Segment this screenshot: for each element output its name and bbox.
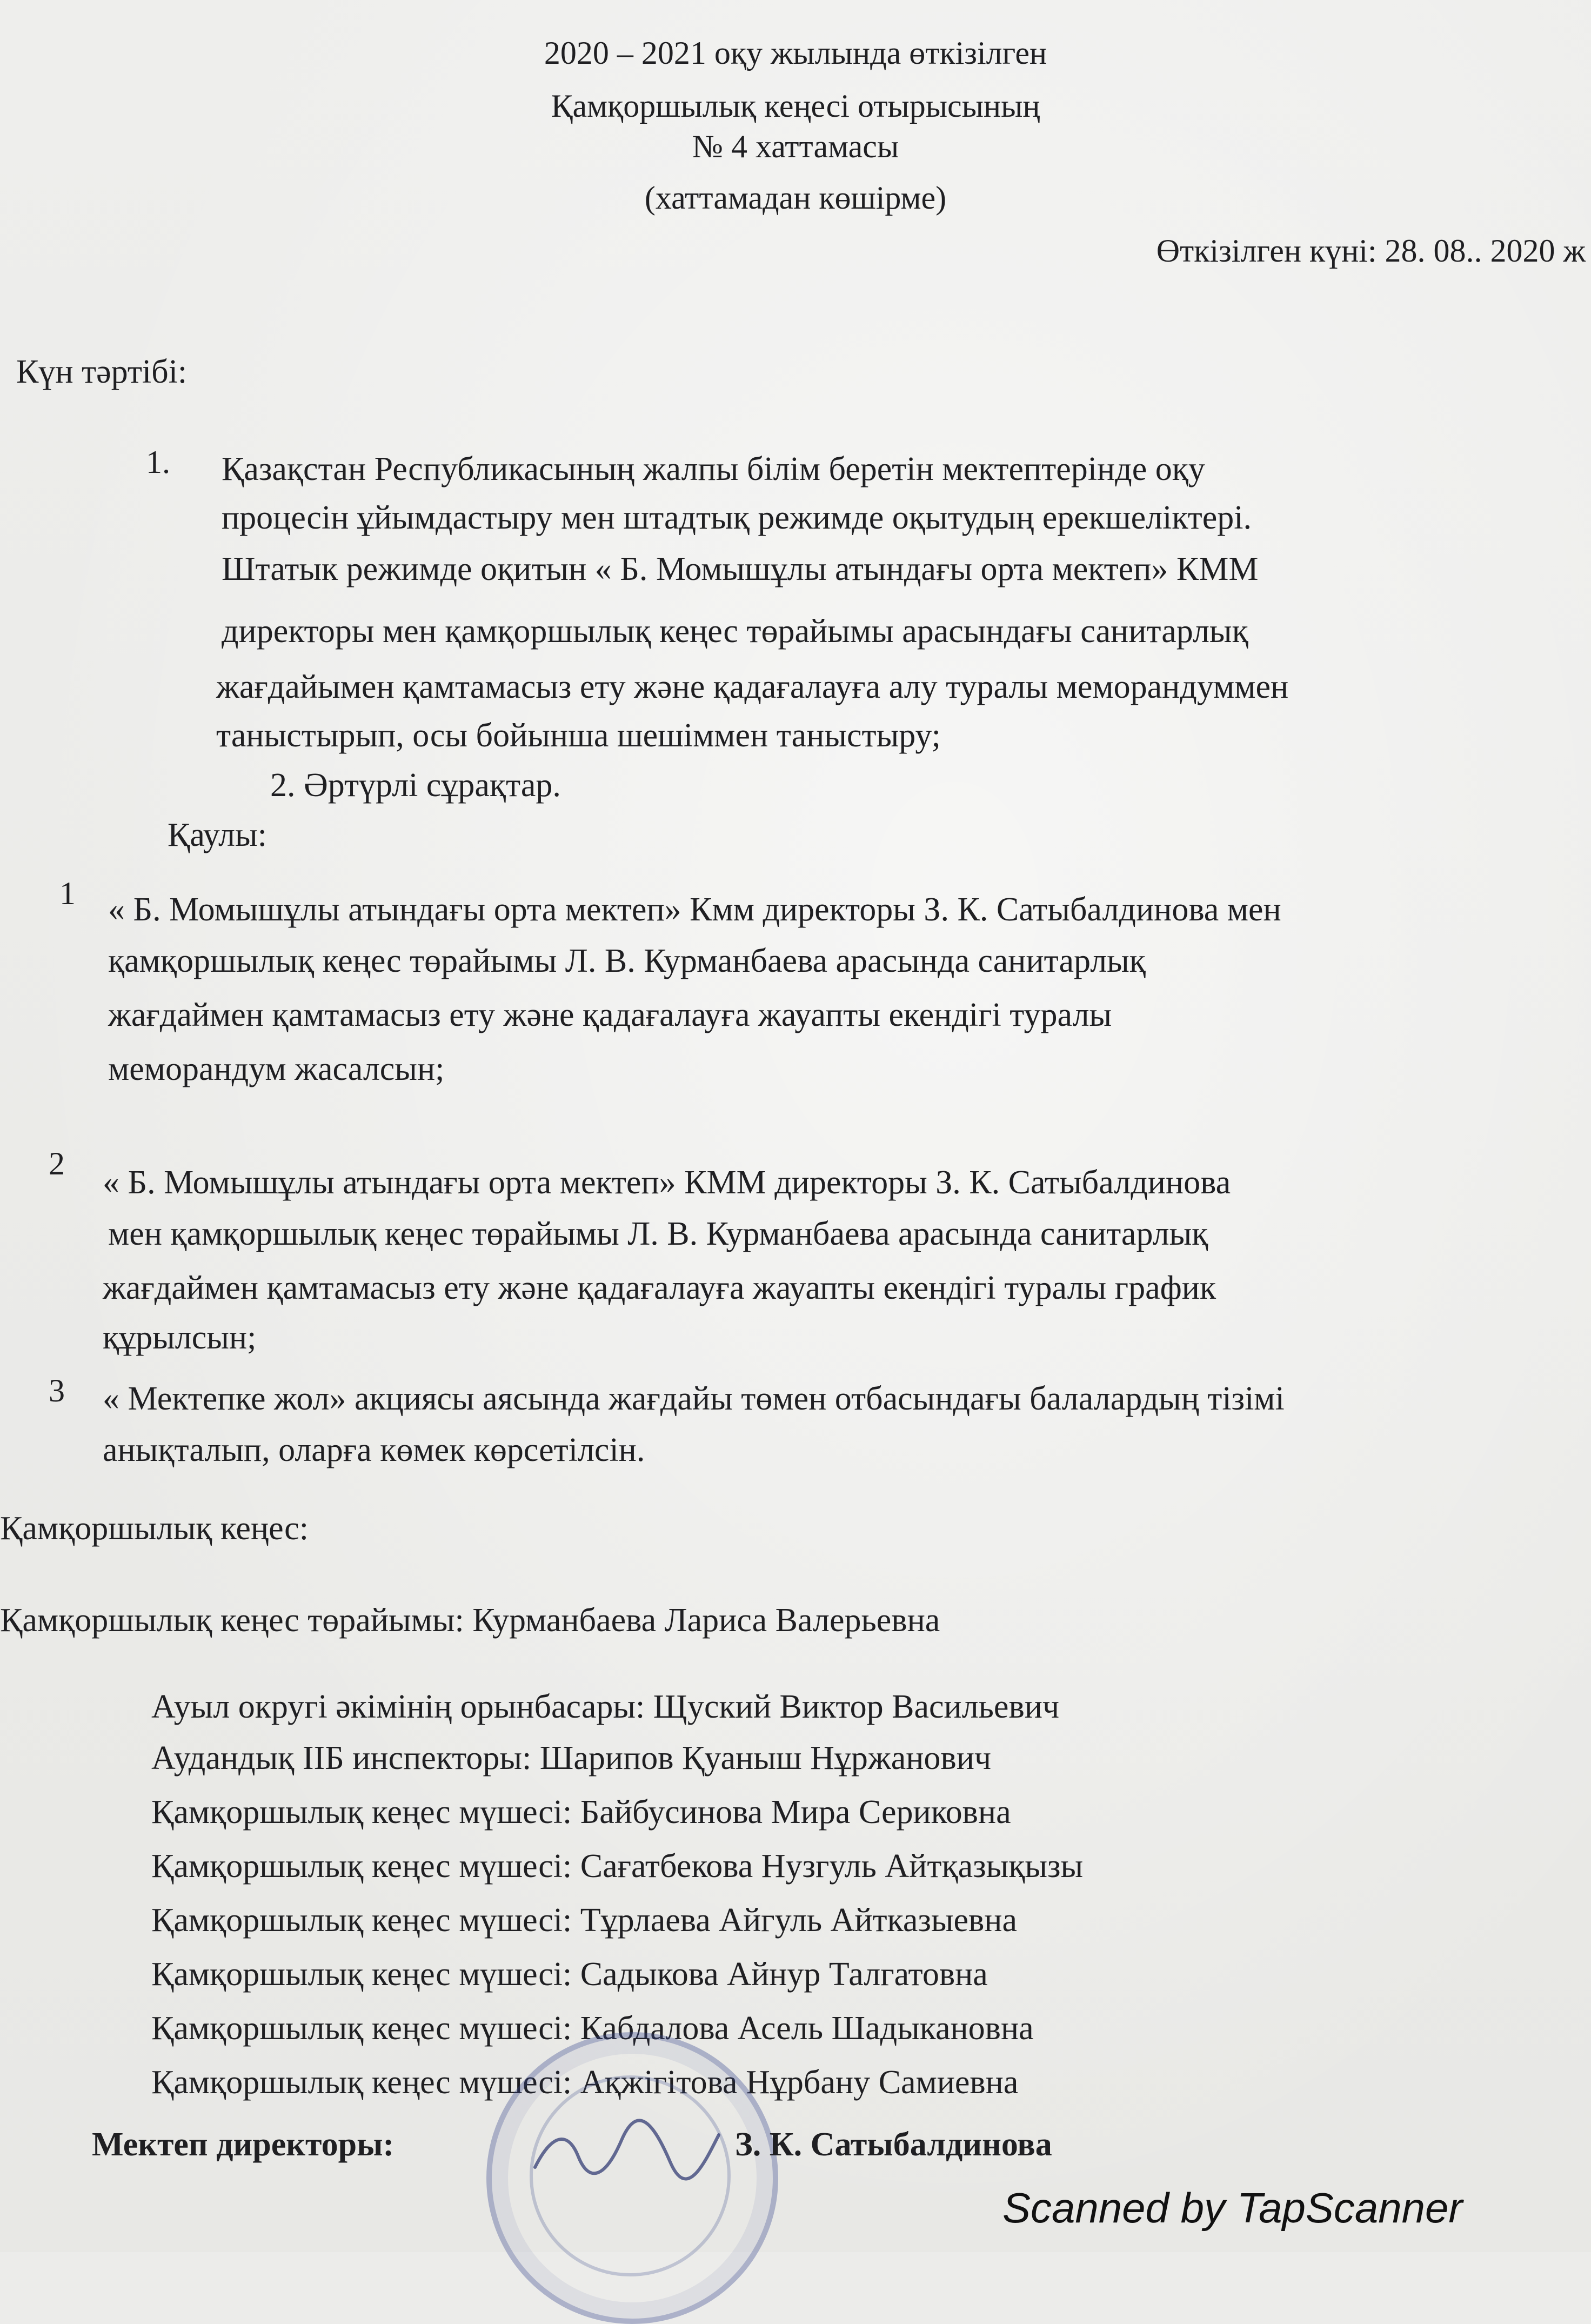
resolution-label: Қаулы: [168, 817, 267, 853]
agenda-item-1-number: 1. [146, 444, 170, 480]
agenda-item-1-line: Қазақстан Республикасының жалпы білім беретін мектептерінде оқу [222, 451, 1205, 487]
council-member: Қамқоршылық кеңес мүшесі: Ақжігітова Нұрбану Самиевна [151, 2064, 1019, 2101]
agenda-item-1-line: Штатык режимде оқитын « Б. Момышұлы атындағы орта мектеп» КММ [222, 551, 1259, 587]
resolution-item-2-line: мен қамқоршылық кеңес төрайымы Л. В. Курманбаева арасында санитарлық [108, 1216, 1208, 1252]
resolution-item-1-line: « Б. Момышұлы атындағы орта мектеп» Кмм директоры З. К. Сатыбалдинова мен [108, 891, 1281, 928]
director-label: Мектеп директоры: [92, 2126, 395, 2163]
director-signature [530, 2119, 724, 2183]
resolution-item-3-number: 3 [49, 1373, 65, 1408]
council-member: Қамқоршылық кеңес мүшесі: Кабдалова Асель Шадыкановна [151, 2010, 1034, 2047]
header-line-3: № 4 хаттамасы [692, 129, 899, 164]
council-member: Қамқоршылық кеңес мүшесі: Тұрлаева Айгуль Айтказыевна [151, 1902, 1017, 1939]
agenda-item-1-line: таныстырып, осы бойынша шешіммен таныстыру; [216, 717, 941, 754]
meeting-date: Өткізілген күні: 28. 08.. 2020 ж [1156, 233, 1586, 269]
council-label: Қамқоршылық кеңес: [0, 1510, 309, 1547]
agenda-item-1-line: жағдайымен қамтамасыз ету және қадағалауға алу туралы меморандуммен [216, 669, 1289, 705]
resolution-item-1-line: меморандум жасалсын; [108, 1051, 445, 1087]
header-line-4: (хаттамадан көшірме) [644, 180, 947, 216]
resolution-item-2-number: 2 [49, 1146, 65, 1181]
agenda-item-2: 2. Әртүрлі сұрақтар. [270, 767, 561, 804]
council-member: Қамқоршылық кеңес мүшесі: Байбусинова Мира Сериковна [151, 1794, 1011, 1831]
header-line-1: 2020 – 2021 оқу жылында өткізілген [544, 35, 1047, 71]
agenda-item-1-line: директоры мен қамқоршылық кеңес төрайымы арасындағы санитарлық [222, 613, 1248, 650]
council-chair: Қамқоршылық кеңес төрайымы: Курманбаева Лариса Валерьевна [0, 1602, 940, 1639]
council-member: Қамқоршылық кеңес мүшесі: Сағатбекова Нузгуль Айтқазықызы [151, 1848, 1084, 1885]
resolution-item-2-line: жағдаймен қамтамасыз ету және қадағалауға жауапты екендігі туралы график [103, 1270, 1216, 1306]
resolution-item-1-line: жағдаймен қамтамасыз ету және қадағалауға жауапты екендігі туралы [108, 997, 1112, 1033]
resolution-item-2-line: « Б. Момышұлы атындағы орта мектеп» КММ директоры З. К. Сатыбалдинова [103, 1164, 1231, 1201]
council-member: Ауыл округі әкімінің орынбасары: Щуский Виктор Васильевич [151, 1688, 1060, 1725]
resolution-item-2-line: құрылсын; [103, 1319, 257, 1356]
resolution-item-1-number: 1 [59, 876, 76, 911]
agenda-label: Күн тәртібі: [16, 353, 188, 390]
resolution-item-3-line: « Мектепке жол» акциясы аясында жағдайы төмен отбасындағы балалардың тізімі [103, 1380, 1285, 1417]
scanner-watermark: Scanned by TapScanner [1002, 2184, 1463, 2232]
agenda-item-1-line: процесін ұйымдастыру мен штадтық режимде оқытудың ерекшеліктері. [222, 499, 1252, 536]
resolution-item-3-line: анықталып, оларға көмек көрсетілсін. [103, 1432, 645, 1468]
resolution-item-1-line: қамқоршылық кеңес төрайымы Л. В. Курманбаева арасында санитарлық [108, 943, 1146, 979]
director-name: З. К. Сатыбалдинова [735, 2126, 1052, 2163]
council-member: Аудандық ІІБ инспекторы: Шарипов Қуаныш Нұржанович [151, 1740, 992, 1777]
header-line-2: Қамқоршылық кеңесі отырысының [551, 88, 1040, 124]
council-member: Қамқоршылық кеңес мүшесі: Садыкова Айнур Талгатовна [151, 1956, 988, 1993]
